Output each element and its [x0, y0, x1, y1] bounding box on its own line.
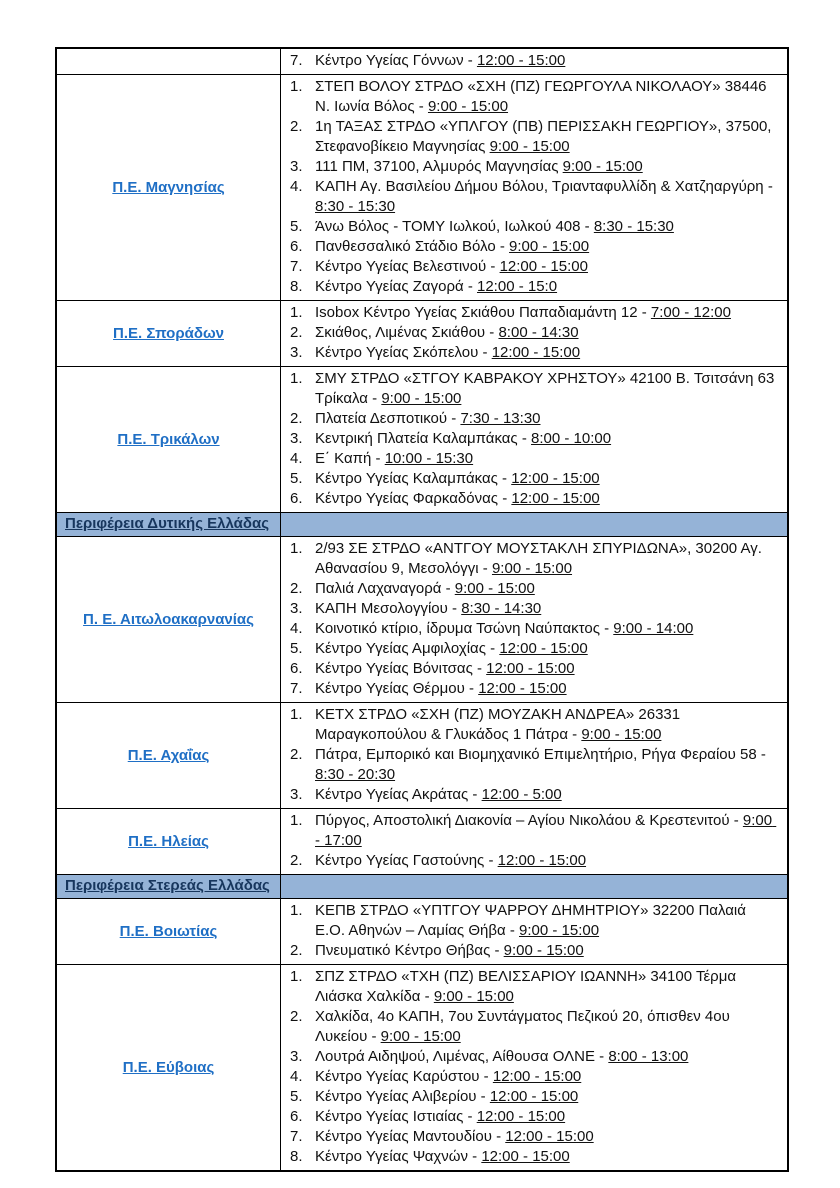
separator: -	[568, 726, 582, 743]
item-number: 1.	[290, 304, 303, 321]
opening-hours: 12:00 - 15:00	[497, 852, 587, 869]
items-cell	[281, 367, 789, 513]
item-number: 1.	[290, 706, 303, 723]
opening-hours: 8:00 - 13:00	[608, 1048, 689, 1065]
item-body	[315, 1087, 779, 1107]
region-link[interactable]: Π.Ε. Βοιωτίας	[119, 922, 218, 940]
item-number: 6.	[290, 660, 303, 677]
table-row	[56, 301, 788, 367]
item-body	[315, 901, 779, 941]
item-number: 3.	[290, 600, 303, 617]
item-number: 2.	[290, 118, 303, 135]
items-cell	[281, 965, 789, 1172]
list-item	[281, 539, 779, 579]
item-body	[315, 157, 779, 177]
item-number: 8.	[290, 278, 303, 295]
item-body	[315, 539, 779, 579]
location-text: Πνευματικό Κέντρο Θήβας	[315, 942, 491, 959]
location-text: Πανθεσσαλικό Στάδιο Βόλο	[315, 238, 496, 255]
location-text: ΣΠΖ ΣΤΡΔΟ «ΤΧΗ (ΠΖ) ΒΕΛΙΣΣΑΡΙΟΥ ΙΩΑΝΝΗ» 34100 Τέρμα Λιάσκα Χαλκίδα	[315, 968, 740, 1005]
item-body	[315, 1147, 779, 1167]
item-body	[315, 449, 779, 469]
separator: -	[367, 390, 382, 407]
location-text: Ε΄ Καπή	[315, 450, 372, 467]
location-text: Σκιάθος, Λιμένας Σκιάθου	[315, 324, 486, 341]
list-item	[281, 449, 779, 469]
separator: -	[491, 1128, 506, 1145]
item-number: 5.	[290, 640, 303, 657]
location-text: Κέντρο Υγείας Γαστούνης	[315, 852, 485, 869]
opening-hours: 12:00 - 15:00	[511, 470, 600, 487]
opening-hours: 8:30 - 14:30	[461, 600, 542, 617]
list-item	[281, 1147, 779, 1167]
list-item	[281, 51, 779, 71]
separator: -	[420, 988, 434, 1005]
separator: -	[414, 98, 428, 115]
list-item	[281, 1107, 779, 1127]
opening-hours: 10:00 - 15:30	[384, 450, 474, 467]
opening-hours: 12:00 - 15:00	[486, 660, 575, 677]
list-item	[281, 429, 779, 449]
location-text: ΣΤΕΠ ΒΟΛΟΥ ΣΤΡΔΟ «ΣΧΗ (ΠΖ) ΓΕΩΡΓΟΥΛΑ ΝΙΚΟΛΑΟΥ» 38446 Ν. Ιωνία Βόλος	[315, 78, 771, 115]
table-row	[56, 48, 788, 75]
table-row	[56, 75, 788, 301]
item-body	[315, 1107, 779, 1127]
list-item	[281, 323, 779, 343]
separator: -	[367, 1028, 381, 1045]
separator: -	[484, 852, 498, 869]
item-body	[315, 599, 779, 619]
opening-hours: 12:00 - 15:00	[511, 490, 600, 507]
location-text: Κέντρο Υγείας Καλαμπάκας	[315, 470, 498, 487]
location-text: Κεντρική Πλατεία Καλαμπάκας	[315, 430, 518, 447]
list-item	[281, 217, 779, 237]
separator: -	[498, 490, 512, 507]
location-text: Isobox Κέντρο Υγείας Σκιάθου Παπαδιαμάντη 12	[315, 304, 638, 321]
region-cell	[56, 809, 281, 875]
item-body	[315, 51, 779, 71]
item-body	[315, 1127, 779, 1147]
separator: -	[472, 660, 487, 677]
separator: -	[505, 922, 519, 939]
separator: -	[763, 178, 777, 195]
opening-hours: 8:30 - 15:30	[315, 198, 396, 215]
item-body	[315, 429, 779, 449]
separator: -	[371, 450, 385, 467]
item-number: 6.	[290, 490, 303, 507]
region-cell	[56, 965, 281, 1172]
section-header-cell	[56, 875, 281, 899]
item-number: 3.	[290, 158, 303, 175]
location-text: Κέντρο Υγείας Βόνιτσας	[315, 660, 473, 677]
opening-hours: 9:00 - 17:00	[315, 812, 777, 849]
table-row	[56, 537, 788, 703]
region-cell	[56, 75, 281, 301]
separator: -	[463, 1108, 477, 1125]
item-body	[315, 469, 779, 489]
item-number: 2.	[290, 410, 303, 427]
section-header-spacer-cell	[281, 875, 789, 899]
region-cell	[56, 899, 281, 965]
region-cell	[56, 48, 281, 75]
item-body	[315, 369, 779, 409]
list-item	[281, 77, 779, 117]
separator: -	[463, 52, 477, 69]
location-text: ΣΜΥ ΣΤΡΔΟ «ΣΤΓΟΥ ΚΑΒΡΑΚΟΥ ΧΡΗΣΤΟΥ» 42100 Β. Τσιτσάνη 63 Τρίκαλα	[315, 370, 779, 407]
opening-hours: 12:00 - 15:00	[489, 1088, 579, 1105]
list-item	[281, 469, 779, 489]
region-cell	[56, 301, 281, 367]
opening-hours: 9:00 - 14:00	[613, 620, 694, 637]
list-item	[281, 277, 779, 297]
section-label: Περιφέρεια Στερεάς Ελλάδας	[65, 877, 270, 894]
opening-hours: 12:00 - 15:00	[499, 258, 588, 275]
opening-hours: 9:00 - 15:00	[380, 1028, 461, 1045]
location-text: Πύργος, Αποστολική Διακονία – Αγίου Νικολάου & Κρεστενιτού	[315, 812, 730, 829]
item-number: 5.	[290, 218, 303, 235]
opening-hours: 12:00 - 15:00	[476, 52, 566, 69]
opening-hours: 8:00 - 10:00	[531, 430, 612, 447]
separator: -	[594, 1048, 609, 1065]
item-body	[315, 217, 779, 237]
separator: -	[495, 238, 510, 255]
location-text: ΚΑΠΗ Μεσολογγίου	[315, 600, 448, 617]
opening-hours: 9:00 - 15:00	[454, 580, 535, 597]
list-item	[281, 369, 779, 409]
list-item	[281, 117, 779, 157]
list-item	[281, 257, 779, 277]
list-item	[281, 579, 779, 599]
list-item	[281, 237, 779, 257]
separator: -	[476, 1088, 490, 1105]
opening-hours: 12:00 - 15:00	[499, 640, 588, 657]
item-number: 5.	[290, 1088, 303, 1105]
item-body	[315, 489, 779, 509]
list-item	[281, 1007, 779, 1047]
opening-hours: 8:30 - 15:30	[593, 218, 674, 235]
location-text: Άνω Βόλος - ΤΟΜΥ Ιωλκού, Ιωλκού 408	[315, 218, 581, 235]
opening-hours: 9:00 - 15:00	[503, 942, 584, 959]
table-row	[56, 965, 788, 1172]
location-text: Λουτρά Αιδηψού, Λιμένας, Αίθουσα ΟΛΝΕ	[315, 1048, 595, 1065]
region-link[interactable]: Π.Ε. Εύβοιας	[122, 1058, 215, 1076]
list-item	[281, 409, 779, 429]
item-number: 1.	[290, 78, 303, 95]
item-body	[315, 639, 779, 659]
item-number: 1.	[290, 370, 303, 387]
opening-hours: 9:00 - 15:00	[381, 390, 462, 407]
opening-hours: 8:30 - 20:30	[315, 766, 396, 783]
separator: -	[468, 786, 482, 803]
location-text: Κέντρο Υγείας Αμφιλοχίας	[315, 640, 486, 657]
regions-table-body	[56, 48, 788, 1171]
item-body	[315, 811, 779, 851]
item-body	[315, 1067, 779, 1087]
location-text: ΚΕΠΒ ΣΤΡΔΟ «ΥΠΤΓΟΥ ΨΑΡΡΟΥ ΔΗΜΗΤΡΙΟΥ» 32200 Παλαιά Ε.Ο. Αθηνών – Λαμίας Θήβα	[315, 902, 751, 939]
opening-hours: 12:00 - 5:00	[481, 786, 562, 803]
items-cell	[281, 537, 789, 703]
location-text: Πλατεία Δεσποτικού	[315, 410, 448, 427]
section-header-row	[56, 513, 788, 537]
list-item	[281, 343, 779, 363]
location-text: Κέντρο Υγείας Ψαχνών	[315, 1148, 468, 1165]
table-row	[56, 899, 788, 965]
item-body	[315, 177, 779, 217]
item-number: 1.	[290, 902, 303, 919]
item-number: 4.	[290, 178, 303, 195]
vaccination-locations-table	[55, 47, 789, 1172]
opening-hours: 9:00 - 15:00	[581, 726, 662, 743]
item-body	[315, 1007, 779, 1047]
items-cell	[281, 809, 789, 875]
section-header-cell	[56, 513, 281, 537]
opening-hours: 8:00 - 14:30	[498, 324, 579, 341]
location-text: Κέντρο Υγείας Αλιβερίου	[315, 1088, 477, 1105]
location-text: ΚΕΤΧ ΣΤΡΔΟ «ΣΧΗ (ΠΖ) ΜΟΥΖΑΚΗ ΑΝΔΡΕΑ» 26331 Μαραγκοπούλου & Γλυκάδος 1 Πάτρα	[315, 706, 685, 743]
separator: -	[729, 812, 743, 829]
table-row	[56, 703, 788, 809]
location-text: Κέντρο Υγείας Μαντουδίου	[315, 1128, 492, 1145]
item-number: 7.	[290, 52, 303, 69]
item-body	[315, 343, 779, 363]
item-body	[315, 851, 779, 871]
list-item	[281, 901, 779, 941]
opening-hours: 7:30 - 13:30	[460, 410, 541, 427]
item-number: 7.	[290, 680, 303, 697]
item-body	[315, 303, 779, 323]
region-link[interactable]: Π.Ε. Ηλείας	[128, 832, 209, 850]
item-body	[315, 679, 779, 699]
opening-hours: 12:00 - 15:00	[491, 344, 581, 361]
separator: -	[756, 746, 771, 763]
table-row	[56, 367, 788, 513]
item-number: 6.	[290, 1108, 303, 1125]
opening-hours: 12:00 - 15:00	[505, 1128, 594, 1145]
opening-hours: 12:00 - 15:0	[477, 278, 558, 295]
list-item	[281, 851, 779, 871]
item-number: 1.	[290, 540, 303, 557]
item-body	[315, 967, 779, 1007]
items-cell	[281, 48, 789, 75]
list-item	[281, 811, 779, 851]
list-item	[281, 639, 779, 659]
list-item	[281, 1067, 779, 1087]
location-text: Παλιά Λαχαναγορά	[315, 580, 442, 597]
opening-hours: 9:00 - 15:00	[491, 560, 573, 577]
separator: -	[637, 304, 651, 321]
separator: -	[599, 620, 614, 637]
location-text: Κέντρο Υγείας Βελεστινού	[315, 258, 487, 275]
list-item	[281, 157, 779, 177]
item-body	[315, 619, 779, 639]
separator: -	[490, 942, 504, 959]
item-number: 7.	[290, 1128, 303, 1145]
list-item	[281, 1087, 779, 1107]
location-text: Κέντρο Υγείας Καρύστου	[315, 1068, 480, 1085]
region-link[interactable]: Π.Ε. Σποράδων	[113, 324, 224, 342]
item-number: 2.	[290, 324, 303, 341]
separator: -	[464, 680, 479, 697]
item-body	[315, 77, 779, 117]
location-text: 2/93 ΣΕ ΣΤΡΔΟ «ΑΝΤΓΟΥ ΜΟΥΣΤΑΚΛΗ ΣΠΥΡΙΔΩΝΑ», 30200 Αγ. Αθανασίου 9, Μεσολόγγι	[315, 540, 766, 577]
item-body	[315, 409, 779, 429]
region-cell	[56, 703, 281, 809]
separator: -	[467, 1148, 482, 1165]
opening-hours: 9:00 - 15:00	[433, 988, 514, 1005]
item-number: 2.	[290, 1008, 303, 1025]
region-link[interactable]: Π. Ε. Αιτωλοακαρνανίας	[83, 610, 254, 628]
opening-hours: 9:00 - 15:00	[562, 158, 643, 175]
items-cell	[281, 301, 789, 367]
items-cell	[281, 75, 789, 301]
separator: -	[447, 600, 462, 617]
list-item	[281, 489, 779, 509]
separator: -	[580, 218, 594, 235]
item-number: 3.	[290, 786, 303, 803]
separator: -	[478, 344, 492, 361]
items-cell	[281, 703, 789, 809]
item-body	[315, 659, 779, 679]
separator: -	[485, 324, 499, 341]
location-text: Κέντρο Υγείας Γόννων	[315, 52, 464, 69]
list-item	[281, 705, 779, 745]
location-text: Χαλκίδα, 4ο ΚΑΠΗ, 7ου Συντάγματος Πεζικού 20, όπισθεν 4ου Λυκείου	[315, 1008, 734, 1045]
item-number: 7.	[290, 258, 303, 275]
opening-hours: 9:00 - 15:00	[519, 922, 600, 939]
list-item	[281, 599, 779, 619]
separator: -	[447, 410, 461, 427]
opening-hours: 12:00 - 15:00	[481, 1148, 570, 1165]
list-item	[281, 659, 779, 679]
separator: -	[497, 470, 512, 487]
location-text: Κέντρο Υγείας Φαρκαδόνας	[315, 490, 499, 507]
item-number: 4.	[290, 620, 303, 637]
opening-hours: 12:00 - 15:00	[492, 1068, 582, 1085]
item-body	[315, 705, 779, 745]
list-item	[281, 177, 779, 217]
location-text: Κέντρο Υγείας Σκόπελου	[315, 344, 479, 361]
separator: -	[463, 278, 477, 295]
list-item	[281, 967, 779, 1007]
section-label: Περιφέρεια Δυτικής Ελλάδας	[65, 515, 270, 532]
list-item	[281, 745, 779, 785]
opening-hours: 12:00 - 15:00	[478, 680, 567, 697]
list-item	[281, 303, 779, 323]
item-number: 2.	[290, 942, 303, 959]
separator: -	[486, 258, 500, 275]
location-text: Κέντρο Υγείας Ιστιαίας	[315, 1108, 464, 1125]
region-cell	[56, 537, 281, 703]
item-body	[315, 941, 779, 961]
item-number: 3.	[290, 344, 303, 361]
item-number: 2.	[290, 852, 303, 869]
item-body	[315, 277, 779, 297]
item-body	[315, 745, 779, 785]
list-item	[281, 1047, 779, 1067]
list-item	[281, 679, 779, 699]
separator: -	[517, 430, 532, 447]
item-body	[315, 117, 779, 157]
item-number: 5.	[290, 470, 303, 487]
separator: -	[441, 580, 455, 597]
region-link[interactable]: Π.Ε. Αχαΐας	[127, 746, 210, 764]
separator: -	[479, 1068, 493, 1085]
location-text: Κέντρο Υγείας Ζαγορά	[315, 278, 464, 295]
opening-hours: 9:00 - 15:00	[509, 238, 590, 255]
item-number: 4.	[290, 1068, 303, 1085]
location-text: Κοινοτικό κτίριο, ίδρυμα Τσώνη Ναύπακτος	[315, 620, 600, 637]
item-body	[315, 579, 779, 599]
item-number: 3.	[290, 430, 303, 447]
item-body	[315, 257, 779, 277]
item-number: 8.	[290, 1148, 303, 1165]
region-link[interactable]: Π.Ε. Μαγνησίας	[112, 178, 225, 196]
table-row	[56, 809, 788, 875]
opening-hours: 9:00 - 15:00	[489, 138, 570, 155]
opening-hours: 9:00 - 15:00	[427, 98, 509, 115]
section-header-row	[56, 875, 788, 899]
opening-hours: 12:00 - 15:00	[476, 1108, 566, 1125]
item-number: 2.	[290, 746, 303, 763]
items-cell	[281, 899, 789, 965]
location-text: Κέντρο Υγείας Θέρμου	[315, 680, 465, 697]
opening-hours: 7:00 - 12:00	[650, 304, 731, 321]
item-number: 6.	[290, 238, 303, 255]
item-body	[315, 1047, 779, 1067]
item-number: 2.	[290, 580, 303, 597]
item-number: 3.	[290, 1048, 303, 1065]
list-item	[281, 941, 779, 961]
item-number: 1.	[290, 812, 303, 829]
location-text: Πάτρα, Εμπορικό και Βιομηχανικό Επιμελητήριο, Ρήγα Φεραίου 58	[315, 746, 757, 763]
item-number: 4.	[290, 450, 303, 467]
list-item	[281, 1127, 779, 1147]
location-text: Κέντρο Υγείας Ακράτας	[315, 786, 469, 803]
item-body	[315, 323, 779, 343]
section-header-spacer-cell	[281, 513, 789, 537]
region-cell	[56, 367, 281, 513]
separator: -	[485, 640, 500, 657]
list-item	[281, 619, 779, 639]
region-link[interactable]: Π.Ε. Τρικάλων	[117, 430, 220, 448]
item-body	[315, 237, 779, 257]
location-text: 111 ΠΜ, 37100, Αλμυρός Μαγνησίας	[315, 158, 559, 175]
item-number: 1.	[290, 968, 303, 985]
separator: -	[478, 560, 492, 577]
item-body	[315, 785, 779, 805]
location-text: ΚΑΠΗ Αγ. Βασιλείου Δήμου Βόλου, Τριανταφυλλίδη & Χατζηαργύρη	[315, 178, 764, 195]
list-item	[281, 785, 779, 805]
location-text: 1η ΤΑΞΑΣ ΣΤΡΔΟ «ΥΠΛΓΟΥ (ΠΒ) ΠΕΡΙΣΣΑΚΗ ΓΕΩΡΓΙΟΥ», 37500, Στεφανοβίκειο Μαγνησίας	[315, 118, 776, 155]
